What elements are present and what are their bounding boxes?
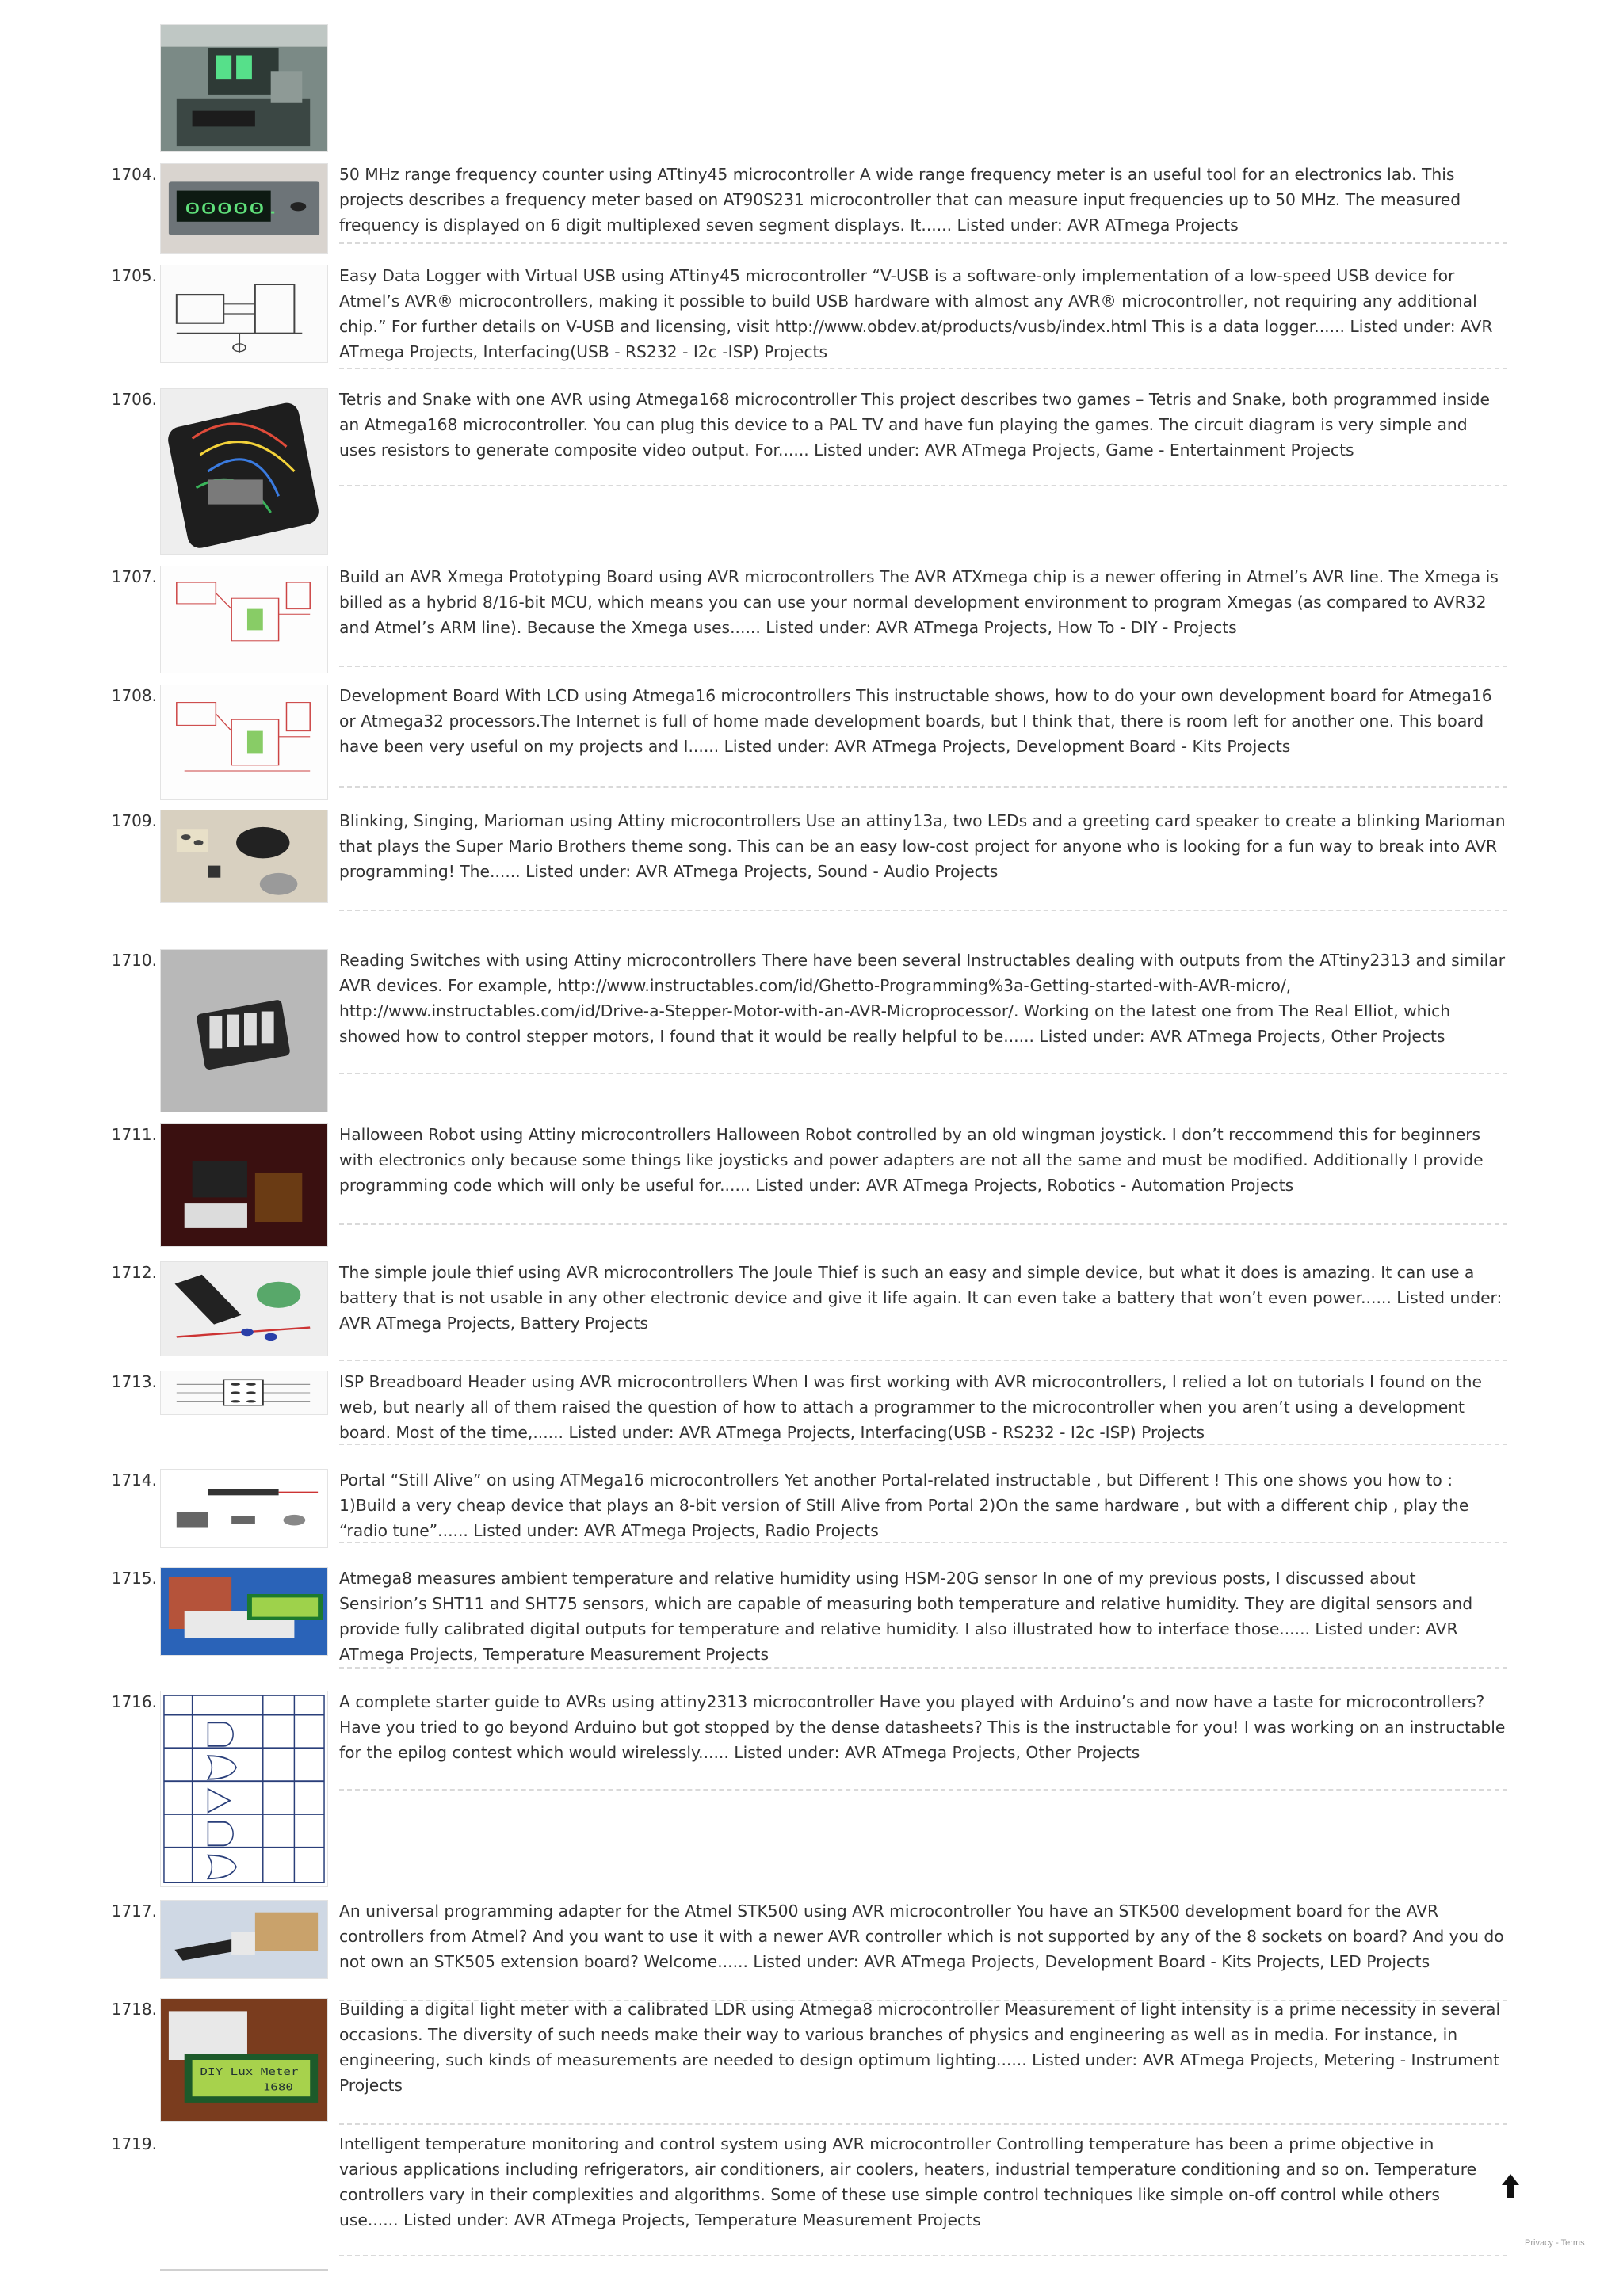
entry-title-link[interactable]: The simple joule thief using AVR microcontrollers — [339, 1263, 734, 1282]
entry-description — [339, 1997, 1507, 2098]
listed-under-label: Listed under: — [520, 862, 636, 881]
entry-thumbnail[interactable] — [160, 1567, 328, 1656]
schematic-diagram-image — [161, 265, 327, 362]
listed-under-label: Listed under: — [1344, 317, 1461, 336]
entry-number: 1708. — [111, 686, 157, 705]
listed-under-label: Listed under: — [952, 215, 1068, 235]
scroll-to-top-button[interactable] — [1500, 2172, 1521, 2199]
entry-categories[interactable]: AVR ATmega Projects, Battery Projects — [339, 1314, 648, 1333]
entry-title-link[interactable]: Atmega8 measures ambient temperature and relative humidity using HSM-20G sensor — [339, 1569, 1038, 1588]
previous-entry-thumbnail[interactable] — [160, 24, 328, 152]
entry-separator — [339, 786, 1507, 788]
wired-box-photo-image — [161, 389, 327, 554]
entry-thumbnail[interactable] — [160, 163, 328, 254]
entry-description — [339, 1122, 1507, 1198]
lux-meter-photo-image — [161, 1999, 327, 2121]
entry-excerpt: You have an STK500 development board for the AVR controllers from Atmel? And you want to use it with a newer AVR controller which is not supported by any of the 8 sockets on board? And you do not own an STK505 extension board? Welcome...... — [339, 1901, 1504, 1971]
entry-description — [339, 1369, 1507, 1445]
terms-link[interactable]: Terms — [1560, 2238, 1585, 2248]
entry-thumbnail[interactable] — [160, 1998, 328, 2122]
entry-excerpt: Measurement of light intensity is a prime necessity in several occasions. The diversity of such needs make their way to various branches of physics and engineering as well as in media. For instance, in engineering, such kinds of measurements are needed to design optimum lighting...... — [339, 2000, 1501, 2069]
listed-under-label: Listed under: — [750, 1176, 866, 1195]
svg-text:00000.: 00000. — [184, 200, 281, 218]
entry-separator — [339, 910, 1507, 911]
entry-separator — [339, 1542, 1507, 1543]
entry-description — [339, 162, 1507, 238]
entry-separator — [339, 1444, 1507, 1445]
entry-description — [339, 1898, 1507, 1974]
entry-categories[interactable]: AVR ATmega Projects, Temperature Measurement Projects — [339, 1619, 1458, 1664]
listed-under-label: Listed under: — [563, 1423, 680, 1442]
adapter-photo-image — [161, 1901, 327, 1978]
entry-number: 1718. — [111, 2000, 157, 2019]
entry-categories[interactable]: AVR ATmega Projects, Robotics - Automation Projects — [865, 1176, 1294, 1195]
entry-excerpt: There have been several Instructables dealing with outputs from the ATtiny2313 and similar AVR devices. For example, http://www.instructables.com/id/Ghetto-Programming%3a-Getting-started-with-AVR-micro/, http://www.instructables.com/id/Drive-a-Stepper-Motor-with-an-AVR-Microprocessor/. Working on the latest one from The Real Elliot, which showed how to control stepper motors, I found that it would be really helpful to be...... — [339, 951, 1506, 1046]
listed-under-label: Listed under: — [728, 1743, 845, 1762]
entry-categories[interactable]: AVR ATmega Projects, Interfacing(USB - RS232 - I2c -ISP) Projects — [679, 1423, 1205, 1442]
listed-under-label: Listed under: — [1391, 1288, 1503, 1307]
entry-thumbnail[interactable] — [160, 388, 328, 555]
entry-thumbnail[interactable] — [160, 1371, 328, 1415]
entry-number: 1707. — [111, 567, 157, 586]
entry-separator — [339, 1789, 1507, 1791]
entry-number: 1711. — [111, 1125, 157, 1144]
entry-excerpt: The Joule Thief is such an easy and simple device, but what it does is amazing. It can use a battery that is not usable in any other electronic device and give it life again. It can even take a battery that won’t even power...... — [339, 1263, 1475, 1307]
entry-number: 1712. — [111, 1263, 157, 1282]
parts-diagram-image — [161, 1470, 327, 1547]
entry-description — [339, 1467, 1507, 1543]
entry-description — [339, 808, 1507, 884]
entry-description — [339, 564, 1507, 640]
listed-under-label: Listed under: — [760, 618, 876, 637]
entry-number: 1705. — [111, 266, 157, 285]
listed-under-label: Listed under: — [747, 1952, 864, 1971]
entry-categories[interactable]: AVR ATmega Projects, Metering - Instrument Projects — [339, 2050, 1500, 2095]
entry-title-link[interactable]: ISP Breadboard Header using AVR microcontrollers — [339, 1372, 747, 1391]
entry-thumbnail[interactable] — [160, 566, 328, 673]
joule-thief-photo-image — [161, 1262, 327, 1356]
entry-thumbnail[interactable] — [160, 810, 328, 903]
svg-text:1680: 1680 — [262, 2082, 293, 2093]
entry-separator — [339, 1073, 1507, 1074]
entry-description — [339, 263, 1507, 364]
entry-separator — [339, 368, 1507, 369]
entry-title-link[interactable]: 50 MHz range frequency counter using ATtiny45 microcontroller — [339, 165, 855, 184]
entry-separator — [339, 1223, 1507, 1225]
board-schematic-image — [161, 566, 327, 673]
entry-description — [339, 683, 1507, 759]
entry-categories[interactable]: AVR ATmega Projects, Interfacing(USB - RS232 - I2c -ISP) Projects — [339, 317, 1493, 361]
logic-gates-table-image — [161, 1691, 327, 1886]
entry-thumbnail[interactable] — [160, 949, 328, 1112]
entry-categories[interactable]: AVR ATmega Projects, How To - DIY - Projects — [876, 618, 1237, 637]
entry-excerpt: Controlling temperature has been a prime objective in various applications including refrigerators, air conditioners, air coolers, heaters, industrial temperature conditioning and so on. Temperature controllers vary in their complexities and algorithms. Some of these use simple control techniques like simple on-off control while others use...... — [339, 2134, 1477, 2229]
listed-under-label: Listed under: — [808, 441, 925, 460]
frequency-counter-photo-image — [161, 164, 327, 253]
entry-number: 1713. — [111, 1372, 157, 1391]
entry-categories[interactable]: AVR ATmega Projects, Other Projects — [844, 1743, 1140, 1762]
svg-text:DIY Lux Meter: DIY Lux Meter — [200, 2066, 299, 2078]
privacy-link[interactable]: Privacy — [1525, 2238, 1554, 2248]
entry-excerpt: The AVR ATXmega chip is a newer offering in Atmel’s AVR line. The Xmega is billed as a hybrid 8/16-bit MCU, which means you can use your normal development environment to program Xmegas (as compared to AVR32 and Atmel’s ARM line). Because the Xmega uses...... — [339, 567, 1499, 637]
entry-number: 1704. — [111, 165, 157, 184]
entry-excerpt: “V-USB is a software-only implementation of a low-speed USB device for Atmel’s AVR® microcontrollers, making it possible to build USB hardware with almost any AVR® microcontroller, not requiring any additional chip.” For further details on V-USB and licensing, visit http://www.obdev.at/products/vusb/index.html This is a data logger...... — [339, 266, 1477, 336]
components-photo-image — [161, 810, 327, 902]
entry-number: 1714. — [111, 1470, 157, 1489]
entry-title-link[interactable]: Build an AVR Xmega Prototyping Board using AVR microcontrollers — [339, 567, 875, 586]
entry-excerpt: Have you played with Arduino’s and now have a taste for microcontrollers? Have you tried to go beyond Arduino but got stopped by the dense datasheets? This is the instructable for you! I was working on an instructable for the epilog contest which would wirelessly...... — [339, 1692, 1506, 1762]
entry-description — [339, 387, 1507, 463]
entry-description — [339, 1260, 1507, 1336]
pinout-diagram-image — [161, 1371, 327, 1414]
listed-under-label: Listed under: — [1309, 1619, 1426, 1638]
entry-thumbnail[interactable] — [160, 1469, 328, 1548]
entry-title-link[interactable]: Development Board With LCD using Atmega16 microcontrollers — [339, 686, 851, 705]
entry-categories[interactable]: AVR ATmega Projects, Radio Projects — [583, 1521, 879, 1540]
entry-categories[interactable]: AVR ATmega Projects, Development Board - Kits Projects, LED Projects — [863, 1952, 1430, 1971]
entry-excerpt: A wide range frequency meter is an useful tool for an electronics lab. This projects describes a frequency meter based on AT90S231 microcontroller that can measure input frequencies up to 50 MHz. The measured frequency is displayed on 6 digit multiplexed seven segment displays. It...... — [339, 165, 1461, 235]
entry-separator — [339, 485, 1507, 486]
next-entry-thumbnail-edge — [160, 2269, 328, 2271]
entry-number: 1709. — [111, 811, 157, 830]
entry-excerpt: Halloween Robot controlled by an old wingman joystick. I don’t reccommend this for beginners with electronics only because some things like joysticks and power adapters are not all the same and must be modified. Additionally I provide programming code which will only be useful for...... — [339, 1125, 1484, 1195]
entry-categories[interactable]: AVR ATmega Projects, Game - Entertainment Projects — [924, 441, 1354, 460]
entry-title-link[interactable]: Intelligent temperature monitoring and control system using AVR microcontroller — [339, 2134, 991, 2153]
entry-description — [339, 1566, 1507, 1667]
entry-thumbnail[interactable] — [160, 265, 328, 363]
entry-thumbnail[interactable] — [160, 685, 328, 800]
entry-excerpt: This instructable shows, how to do your own development board for Atmega16 or Atmega32 processors.The Internet is full of home made development boards, but I think that, there is room left for another one. This board have been very useful on my projects and I...... — [339, 686, 1492, 756]
entry-title-link[interactable]: Halloween Robot using Attiny microcontrollers — [339, 1125, 712, 1144]
entry-description — [339, 2131, 1493, 2233]
entry-categories[interactable]: AVR ATmega Projects, Development Board - Kits Projects — [834, 737, 1291, 756]
board-schematic-image — [161, 685, 327, 799]
entry-separator — [339, 242, 1507, 244]
entry-separator — [339, 666, 1507, 667]
listed-under-label: Listed under: — [719, 737, 835, 756]
robot-photo-image — [161, 1124, 327, 1246]
switch-photo-image — [161, 950, 327, 1112]
entry-title-link[interactable]: A complete starter guide to AVRs using attiny2313 microcontroller — [339, 1692, 875, 1711]
entry-excerpt: This project describes two games – Tetris and Snake, both programmed inside an Atmega168 microcontroller. You can plug this device to a PAL TV and have fun playing the games. The circuit diagram is very simple and uses resistors to generate composite video output. For...... — [339, 390, 1491, 460]
entry-categories[interactable]: AVR ATmega Projects, Temperature Measurement Projects — [514, 2210, 981, 2229]
entry-number: 1710. — [111, 951, 157, 970]
entry-separator — [339, 1667, 1507, 1669]
entry-number: 1719. — [111, 2134, 157, 2153]
entry-description — [339, 948, 1507, 1049]
entry-excerpt: Yet another Portal-related instructable , but Different ! This one shows you how to : 1)Build a very cheap device that plays an 8-bit version of Still Alive from Portal 2)On the same hardware , but with a different chip , play the “radio tune”...... — [339, 1470, 1469, 1540]
entry-title-link[interactable]: Portal “Still Alive” on using ATMega16 microcontrollers — [339, 1470, 780, 1489]
entry-number: 1716. — [111, 1692, 157, 1711]
entry-thumbnail[interactable] — [160, 1123, 328, 1247]
listed-under-label: Listed under: — [398, 2210, 514, 2229]
entry-title-link[interactable]: Tetris and Snake with one AVR using Atmega168 microcontroller — [339, 390, 857, 409]
arrow-up-icon — [1500, 2172, 1521, 2199]
entry-thumbnail[interactable] — [160, 1691, 328, 1887]
listed-under-label: Listed under: — [1033, 1027, 1150, 1046]
entry-separator — [339, 2123, 1507, 2125]
entry-title-link[interactable]: An universal programming adapter for the Atmel STK500 using AVR microcontroller — [339, 1901, 1011, 1920]
entry-title-link[interactable]: Easy Data Logger with Virtual USB using ATtiny45 microcontroller — [339, 266, 867, 285]
entry-title-link[interactable]: Blinking, Singing, Marioman using Attiny microcontrollers — [339, 811, 801, 830]
entry-title-link[interactable]: Building a digital light meter with a calibrated LDR using Atmega8 microcontroller — [339, 2000, 1000, 2019]
entry-number: 1715. — [111, 1569, 157, 1588]
entry-excerpt: Use an attiny13a, two LEDs and a greeting card speaker to create a blinking Marioman that plays the Super Mario Brothers theme song. This can be an easy low-cost project for anyone who is looking for a fun way to break into AVR programming! The...... — [339, 811, 1506, 881]
entry-separator — [339, 2255, 1507, 2256]
breadboard-lcd-photo-image — [161, 1568, 327, 1655]
entry-number: 1717. — [111, 1901, 157, 1920]
entry-categories[interactable]: AVR ATmega Projects — [1067, 215, 1239, 235]
entry-separator — [339, 1360, 1507, 1361]
entry-categories[interactable]: AVR ATmega Projects, Sound - Audio Projects — [636, 862, 999, 881]
listed-under-label: Listed under: — [468, 1521, 584, 1540]
entry-excerpt: In one of my previous posts, I discussed about Sensirion’s SHT11 and SHT75 sensors, which are capable of measuring both temperature and relative humidity. They are digital sensors and provide fully calibrated digital outputs for temperature and relative humidity. I also illustrated how to interface those...... — [339, 1569, 1473, 1638]
entry-thumbnail[interactable] — [160, 1900, 328, 1979]
entry-description — [339, 1689, 1507, 1765]
entry-number: 1706. — [111, 390, 157, 409]
recaptcha-separator: - — [1553, 2238, 1561, 2248]
entry-thumbnail[interactable] — [160, 1261, 328, 1356]
entry-categories[interactable]: AVR ATmega Projects, Other Projects — [1149, 1027, 1445, 1046]
recaptcha-links — [1525, 2237, 1585, 2248]
entry-excerpt: When I was first working with AVR microcontrollers, I relied a lot on tutorials I found on the web, but nearly all of them raised the question of how to attach a programmer to the microcontroller when you aren’t using a development board. Most of the time,...... — [339, 1372, 1482, 1442]
listed-under-label: Listed under: — [1026, 2050, 1143, 2069]
entry-title-link[interactable]: Reading Switches with using Attiny microcontrollers — [339, 951, 757, 970]
